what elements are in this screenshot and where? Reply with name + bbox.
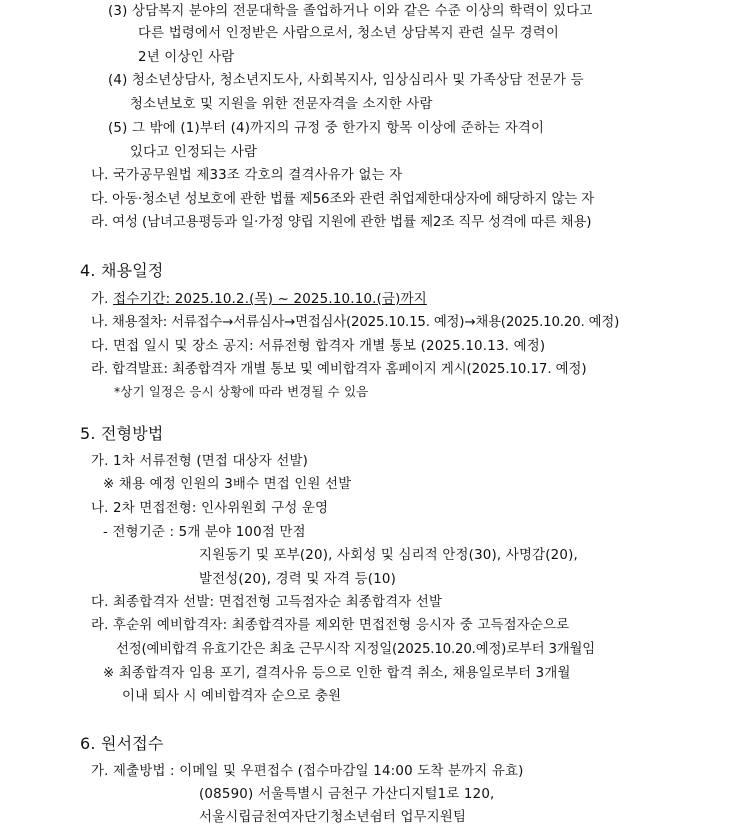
selection-ra-note-line-1: ※ 최종합격자 임용 포기, 결격사유 등으로 인한 합격 취소, 채용일로부터 3개월 [103,666,571,681]
qualification-item-3-line-2: 다른 법령에서 인정받은 사람으로서, 청소년 상담복지 관련 실무 경력이 [138,26,560,41]
qualification-da: 다. 아동·청소년 성보호에 관한 법률 제56조와 관련 취업제한대상자에 해당하지 않는 자 [91,192,595,207]
selection-ra-note-line-2: 이내 퇴사 시 예비합격자 순으로 충원 [122,689,342,704]
selection-ga-note: ※ 채용 예정 인원의 3배수 면접 인원 선발 [103,477,352,492]
schedule-note: *상기 일정은 응시 상황에 따라 변경될 수 있음 [114,384,369,399]
schedule-ga [91,290,427,310]
qualification-item-3-line-3: 2년 이상인 사람 [138,50,235,65]
qualification-ra: 라. 여성 (남녀고용평등과 일·가정 양립 지원에 관한 법률 제2조 직무 성격에 따른 채용) [91,215,592,230]
qualification-item-5-line-2: 있다고 인정되는 사람 [130,145,258,160]
section-heading-application: 6. 원서접수 [80,734,164,753]
selection-ra-line-1: 라. 후순위 예비합격자: 최종합격자를 제외한 면접전형 응시자 중 고득점자순으로 [91,618,570,633]
qualification-item-3-line-1: (3) 상담복지 분야의 전문대학을 졸업하거나 이와 같은 수준 이상의 학력이 있다고 [108,4,593,19]
schedule-na: 나. 채용절차: 서류접수→서류심사→면접심사(2025.10.15. 예정)→채용(2025.10.20. 예정) [91,315,620,330]
selection-criteria-line-2: 지원동기 및 포부(20), 사회성 및 심리적 안정(30), 사명감(20), [199,548,578,563]
schedule-ra: 라. 합격발표: 최종합격자 개별 통보 및 예비합격자 홈페이지 게시(2025.10.17. 예정) [91,362,587,377]
qualification-item-5-line-1: (5) 그 밖에 (1)부터 (4)까지의 규정 중 한가지 항목 이상에 준하는 자격이 [108,121,545,136]
selection-na: 나. 2차 면접전형: 인사위원회 구성 운영 [91,501,329,516]
selection-criteria-line-3: 발전성(20), 경력 및 자격 등(10) [199,572,397,587]
section-heading-selection: 5. 전형방법 [80,424,164,443]
application-recipient-line: 서울시립금천여자단기청소년쉼터 업무지원팀 [199,810,467,825]
selection-ra-line-2: 선정(예비합격 유효기간은 최초 근무시작 지정일(2025.10.20.예정)로부터 3개월임 [116,642,595,657]
qualification-item-4-line-1: (4) 청소년상담사, 청소년지도사, 사회복지사, 임상심리사 및 가족상담 전문가 등 [108,73,584,88]
application-period: 접수기간: 2025.10.2.(목) ~ 2025.10.10.(금)까지 [113,292,427,307]
section-heading-schedule: 4. 채용일정 [80,261,164,280]
schedule-da: 다. 면접 일시 및 장소 공지: 서류전형 합격자 개별 통보 (2025.10.13. 예정) [91,339,546,354]
application-ga-line-1: 가. 제출방법 : 이메일 및 우편접수 (접수마감일 14:00 도착 분까지 유효) [91,764,524,779]
selection-da: 다. 최종합격자 선발: 면접전형 고득점자순 최종합격자 선발 [91,595,443,610]
schedule-ga-prefix: 가. [91,292,114,307]
qualification-na: 나. 국가공무원법 제33조 각호의 결격사유가 없는 자 [91,168,403,183]
qualification-item-4-line-2: 청소년보호 및 지원을 위한 전문자격을 소지한 사람 [130,97,433,112]
application-address-line: (08590) 서울특별시 금천구 가산디지털1로 120, [199,787,495,802]
selection-criteria-line-1: - 전형기준 : 5개 분야 100점 만점 [103,525,306,540]
selection-ga: 가. 1차 서류전형 (면접 대상자 선발) [91,454,309,469]
